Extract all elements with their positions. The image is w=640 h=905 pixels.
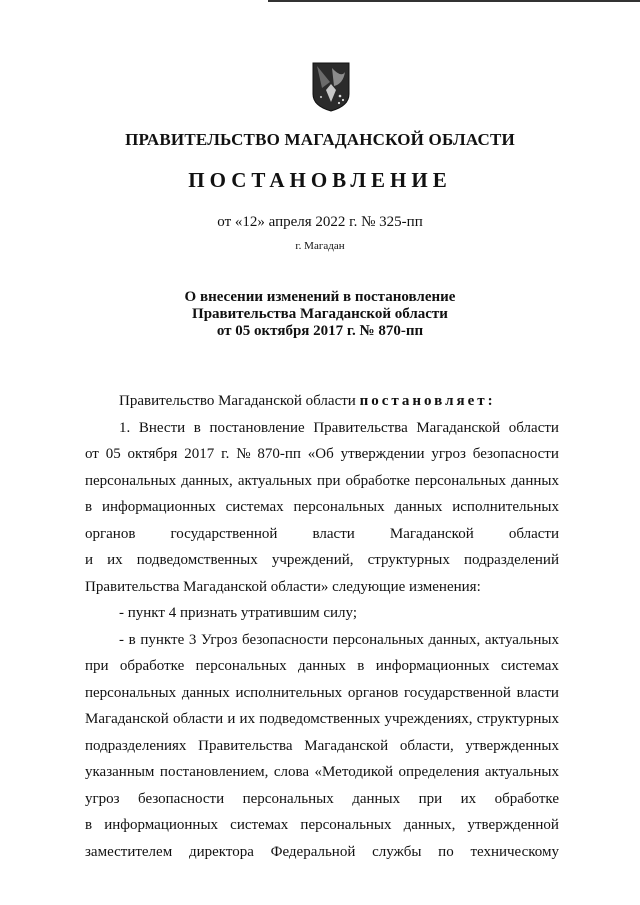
body-line: персональных данных, актуальных при обработке персональных данных <box>85 472 559 489</box>
body-line: заместителем директора Федеральной службы по техническому <box>85 843 559 860</box>
organization-heading: ПРАВИТЕЛЬСТВО МАГАДАНСКОЙ ОБЛАСТИ <box>125 130 515 149</box>
top-edge-line <box>268 0 640 2</box>
body-line: Правительства Магаданской области» следующие изменения: <box>85 578 481 595</box>
intro-line <box>85 388 559 415</box>
body-line: и их подведомственных учреждений, структурных подразделений <box>85 552 559 568</box>
body-line: указанным постановлением, слова «Методикой определения актуальных <box>85 764 559 780</box>
body-line: органов государственной власти Магаданской области <box>85 525 559 542</box>
body-line: подразделениях Правительства Магаданской области, утвержденных <box>85 737 559 754</box>
body-line: при обработке персональных данных в информационных системах <box>85 658 559 674</box>
document-subject <box>0 289 640 340</box>
intro-prefix: Правительство Магаданской области <box>119 393 356 409</box>
intro-verb: постановляет: <box>359 393 496 409</box>
body-line: - пункт 4 признать утратившим силу; <box>119 605 358 621</box>
coat-of-arms-icon <box>312 62 350 112</box>
body-line: в информационных системах персональных данных, утвержденной <box>85 817 559 833</box>
subject-line: Правительства Магаданской области <box>192 306 448 322</box>
subject-line: от 05 октября 2017 г. № 870-пп <box>216 323 424 339</box>
city-line: г. Магадан <box>295 240 345 252</box>
body-line: угроз безопасности персональных данных при их обработке <box>85 790 559 807</box>
subject-line: О внесении изменений в постановление <box>184 289 456 305</box>
body-line: в информационных системах персональных данных исполнительных <box>85 499 559 515</box>
date-number-line: от «12» апреля 2022 г. № 325-пп <box>217 214 423 230</box>
body-line: Магаданской области и их подведомственных учреждениях, структурных <box>85 711 559 727</box>
body-line: от 05 октября 2017 г. № 870-пп «Об утверждении угроз безопасности <box>85 446 559 462</box>
document-body <box>85 388 559 865</box>
body-line: персональных данных исполнительных органов государственной власти <box>85 684 559 701</box>
document-type-heading: ПОСТАНОВЛЕНИЕ <box>188 168 452 192</box>
body-line: 1. Внести в постановление Правительства Магаданской области <box>119 419 559 436</box>
body-line: - в пункте 3 Угроз безопасности персональных данных, актуальных <box>119 631 559 648</box>
